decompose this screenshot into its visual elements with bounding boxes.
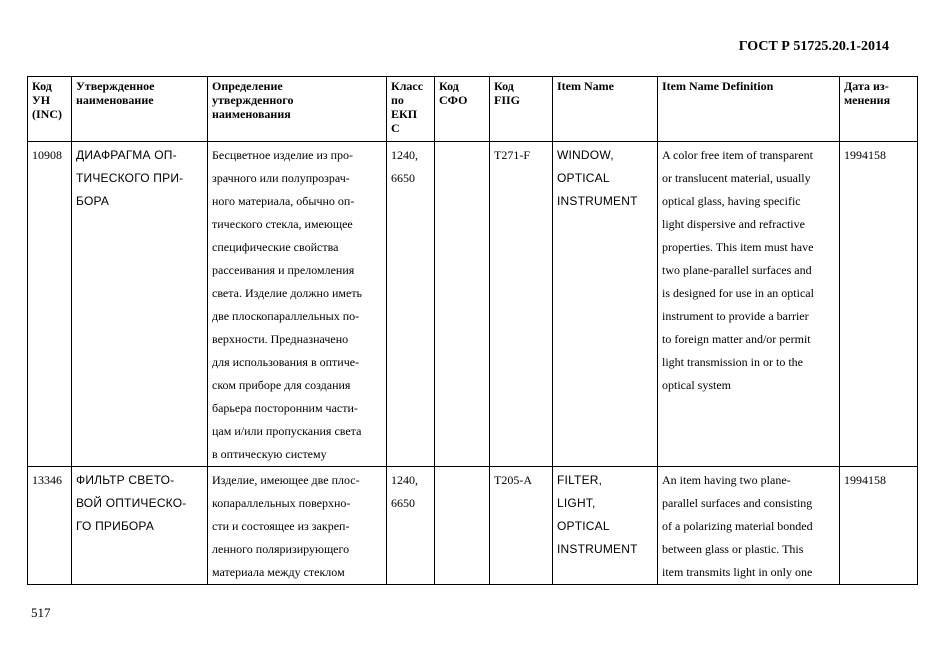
cell-fiig: T205-A [490, 467, 553, 585]
cell-sfo [435, 467, 490, 585]
column-header-fiig: Код FIIG [490, 77, 553, 142]
column-header-item-name-definition: Item Name Definition [658, 77, 840, 142]
cell-approved-name: ДИАФРАГМА ОП- ТИЧЕСКОГО ПРИ- БОРА [72, 142, 208, 467]
cell-definition-ru: Изделие, имеющее две плос- копараллельных поверхно- сти и состоящее из закреп- ленного поляризирующего материала между стеклом [208, 467, 387, 585]
nomenclature-table [27, 76, 918, 585]
column-header-approved-name: Утвержденное наименование [72, 77, 208, 142]
cell-sfo [435, 142, 490, 467]
cell-class: 1240, 6650 [387, 142, 435, 467]
cell-definition-ru: Бесцветное изделие из про- зрачного или полупрозрач- ного материала, обычно оп- тического стекла, имеющее специфические свойства рассеивания и преломления света. Изделие должно иметь две плоскопараллельных по- верхности. Предназначено для использования в оптиче- ском приборе для создания барьера посторонним части- цам и/или пропускания света в оптическую систему [208, 142, 387, 467]
cell-fiig: T271-F [490, 142, 553, 467]
table-row [28, 142, 918, 467]
cell-approved-name: ФИЛЬТР СВЕТО- ВОЙ ОПТИЧЕСКО- ГО ПРИБОРА [72, 467, 208, 585]
column-header-definition: Определение утвержденного наименования [208, 77, 387, 142]
column-header-item-name: Item Name [553, 77, 658, 142]
page-number: 517 [31, 605, 51, 620]
cell-inc: 10908 [28, 142, 72, 467]
cell-change-date: 1994158 [840, 142, 918, 467]
cell-item-name: FILTER, LIGHT, OPTICAL INSTRUMENT [553, 467, 658, 585]
column-header-inc: Код УН (INC) [28, 77, 72, 142]
column-header-class: Класс по ЕКП С [387, 77, 435, 142]
cell-item-name: WINDOW, OPTICAL INSTRUMENT [553, 142, 658, 467]
table-header-row [28, 77, 918, 142]
document-code: ГОСТ Р 51725.20.1-2014 [738, 39, 889, 54]
cell-change-date: 1994158 [840, 467, 918, 585]
table-row [28, 467, 918, 585]
column-header-sfo: Код СФО [435, 77, 490, 142]
cell-class: 1240, 6650 [387, 467, 435, 585]
cell-inc: 13346 [28, 467, 72, 585]
column-header-change-date: Дата из- менения [840, 77, 918, 142]
cell-definition-en: An item having two plane- parallel surfaces and consisting of a polarizing material bonded between glass or plastic. This item transmits light in only one [658, 467, 840, 585]
cell-definition-en: A color free item of transparent or translucent material, usually optical glass, having specific light dispersive and refractive properties. This item must have two plane-parallel surfaces and is designed for use in an optical instrument to provide a barrier to foreign matter and/or permit light transmission in or to the optical system [658, 142, 840, 467]
